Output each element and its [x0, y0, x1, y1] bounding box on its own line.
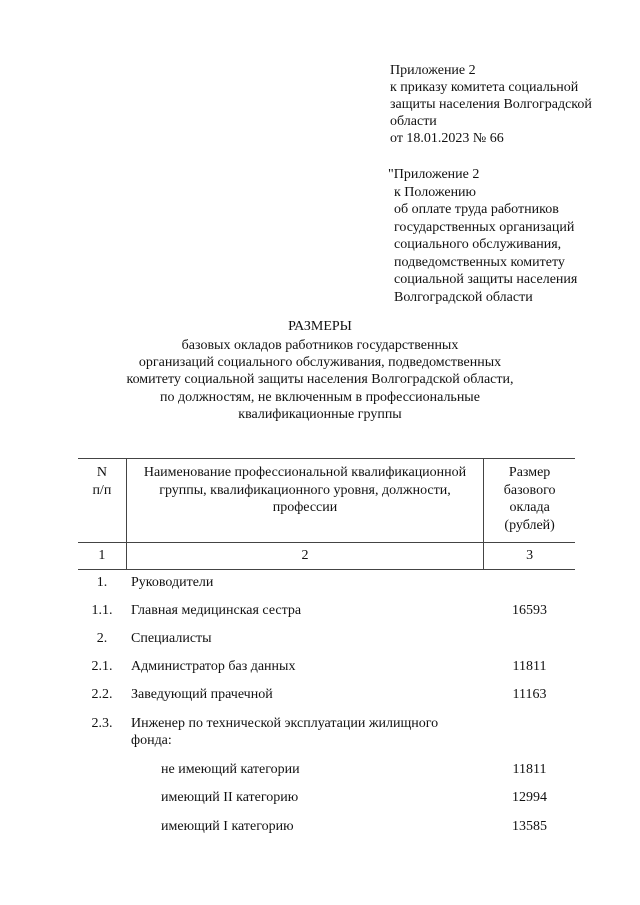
row-name: Главная медицинская сестра	[131, 603, 302, 618]
row-number: 2.	[96, 631, 108, 646]
header-cell-number	[78, 459, 126, 543]
column-number-row	[78, 543, 575, 570]
header-text: Размер	[508, 465, 551, 480]
appendix-regulation-line: подведомственных комитету	[394, 254, 565, 270]
row-name: Руководители	[131, 575, 214, 590]
appendix-order-line: защиты населения Волгоградской	[390, 97, 592, 112]
appendix-order-reference	[390, 62, 592, 147]
subtitle-line: квалификационные группы	[238, 406, 402, 422]
row-name-line: Инженер по технической эксплуатации жилищного	[131, 716, 439, 731]
subtitle-line: по должностям, не включенным в профессиональные	[160, 389, 480, 405]
row-name: имеющий II категорию	[161, 790, 299, 805]
row-number: 2.1.	[91, 659, 113, 674]
header-text: группы, квалификационного уровня, должности,	[159, 482, 451, 498]
row-name	[131, 715, 481, 749]
column-number: 3	[484, 543, 575, 570]
row-number: 2.2.	[91, 687, 113, 702]
row-value: 16593	[512, 603, 547, 618]
header-text: профессии	[272, 500, 338, 515]
subtitle-line: комитету социальной защиты населения Волгоградской области,	[126, 372, 514, 388]
document-title: РАЗМЕРЫ	[288, 319, 352, 334]
header-text: N	[96, 465, 107, 480]
row-name: Администратор баз данных	[131, 659, 296, 674]
row-name-line: фонда:	[131, 733, 172, 748]
row-number: 1.1.	[91, 603, 113, 618]
row-number: 1.	[96, 575, 108, 590]
header-text: оклада	[509, 500, 550, 515]
column-number: 2	[126, 543, 483, 570]
document-subtitle	[60, 337, 580, 423]
row-name: Заведующий прачечной	[131, 687, 273, 702]
appendix-order-line: Приложение 2	[390, 63, 476, 78]
header-cell-name	[126, 459, 483, 543]
header-text: базового	[503, 482, 556, 498]
header-text: (рублей)	[504, 517, 555, 533]
appendix-regulation-line: к Положению	[394, 184, 477, 200]
appendix-order-line: области	[390, 114, 437, 129]
appendix-order-line: от 18.01.2023 № 66	[390, 131, 504, 146]
table-header-row	[78, 459, 575, 543]
header-cell-salary	[484, 459, 575, 543]
row-number: 2.3.	[91, 716, 113, 731]
appendix-regulation-line: социальной защиты населения	[394, 272, 578, 287]
appendix-regulation-line: Волгоградской области	[394, 289, 533, 305]
appendix-order-line: к приказу комитета социальной	[390, 80, 579, 95]
header-text: п/п	[92, 482, 112, 498]
salary-table-header	[78, 458, 575, 570]
row-name: Специалисты	[131, 631, 212, 646]
subtitle-line: базовых окладов работников государственных	[181, 338, 459, 353]
appendix-regulation-line: социального обслуживания,	[394, 237, 562, 252]
appendix-regulation-line: "Приложение 2	[388, 167, 480, 182]
row-value: 11811	[512, 659, 547, 674]
column-number: 1	[78, 543, 126, 570]
appendix-regulation-line: об оплате труда работников	[394, 202, 559, 217]
row-name: имеющий I категорию	[161, 819, 294, 834]
row-value: 11811	[512, 762, 547, 777]
appendix-regulation-line: государственных организаций	[394, 219, 575, 235]
row-value: 13585	[512, 819, 547, 834]
appendix-regulation-reference	[388, 166, 577, 306]
row-name: не имеющий категории	[161, 762, 300, 777]
row-value: 11163	[512, 687, 547, 702]
row-value: 12994	[512, 790, 547, 805]
subtitle-line: организаций социального обслуживания, подведомственных	[138, 355, 502, 371]
header-text: Наименование профессиональной квалификационной	[143, 465, 467, 480]
